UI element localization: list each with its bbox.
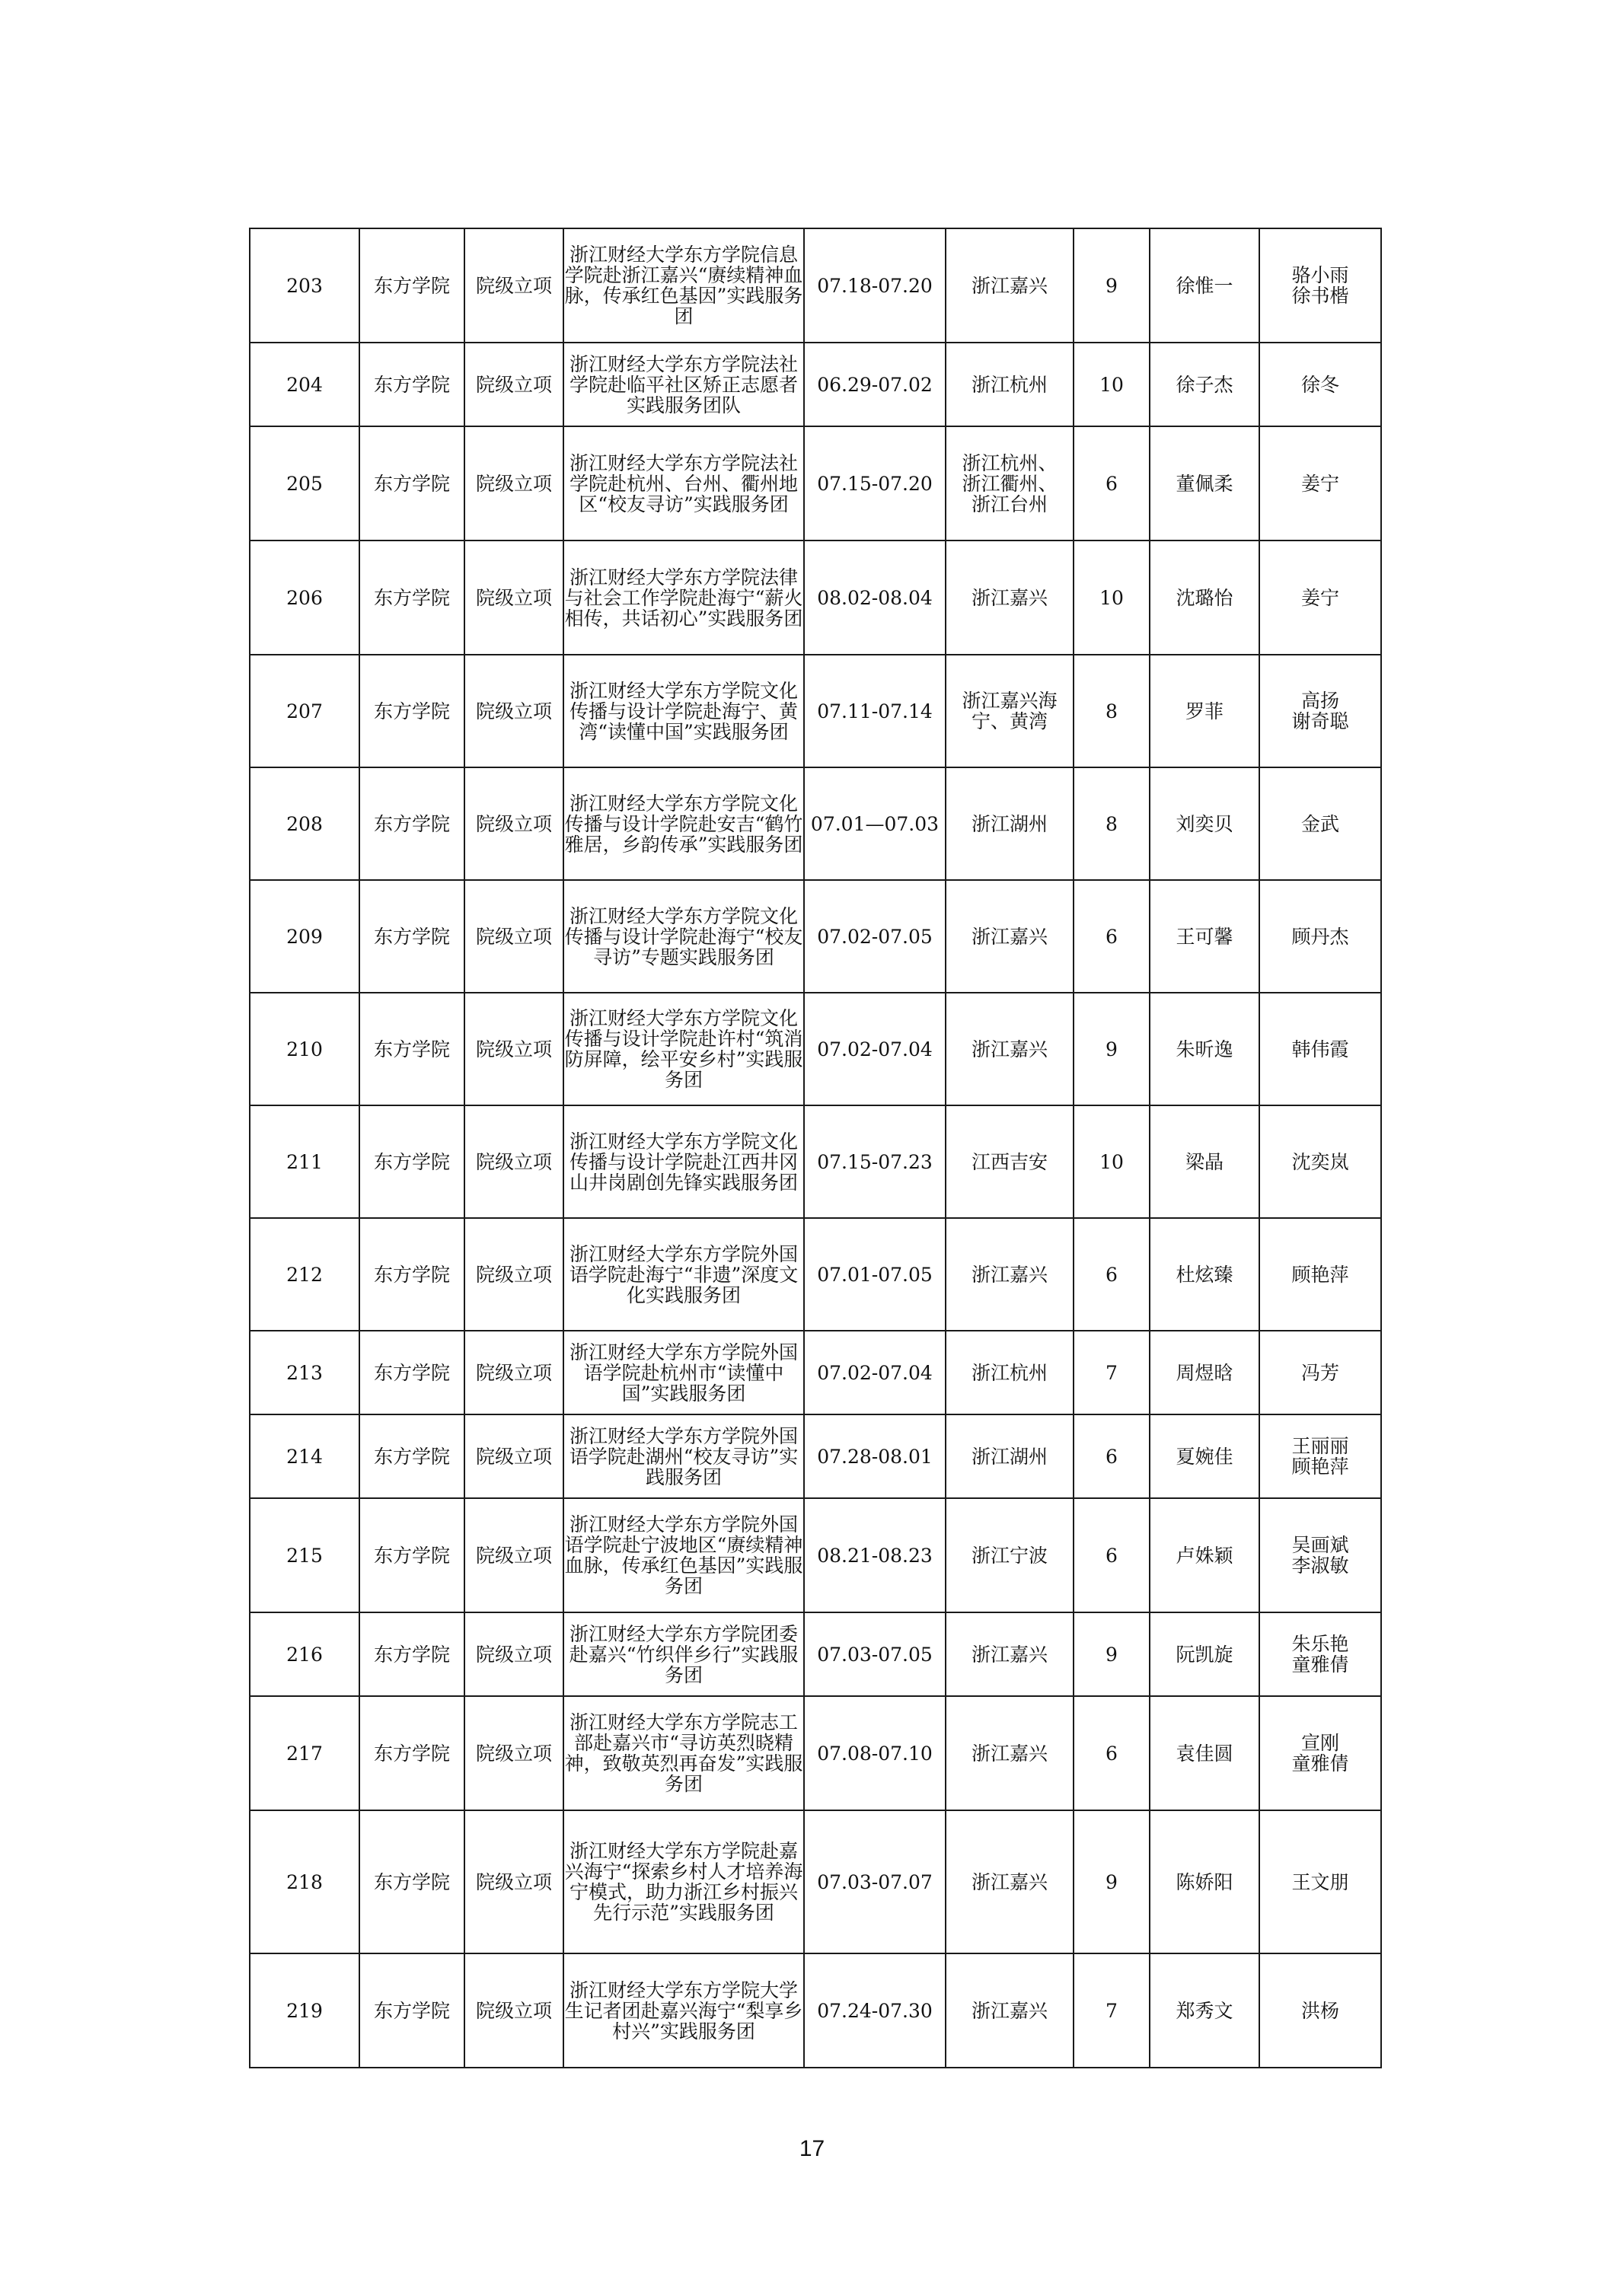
cell-level: 院级立项 [464, 655, 563, 767]
table-row [250, 1414, 1381, 1498]
cell-location: 浙江嘉兴 [946, 993, 1074, 1105]
cell-dates: 07.08-07.10 [804, 1696, 946, 1810]
cell-advisor: 徐冬 [1259, 343, 1381, 426]
cell-level: 院级立项 [464, 343, 563, 426]
cell-school: 东方学院 [359, 1218, 464, 1331]
cell-leader: 阮凯旋 [1150, 1612, 1259, 1696]
cell-member-count: 7 [1074, 1953, 1150, 2068]
cell-number: 219 [250, 1953, 359, 2068]
cell-member-count: 10 [1074, 343, 1150, 426]
cell-level: 院级立项 [464, 880, 563, 993]
cell-dates: 08.02-08.04 [804, 541, 946, 655]
cell-number: 207 [250, 655, 359, 767]
cell-dates: 07.01-07.05 [804, 1218, 946, 1331]
cell-location: 浙江杭州 [946, 343, 1074, 426]
cell-advisor: 王文朋 [1259, 1810, 1381, 1953]
cell-dates: 07.15-07.20 [804, 426, 946, 541]
cell-leader: 罗菲 [1150, 655, 1259, 767]
cell-member-count: 6 [1074, 1218, 1150, 1331]
table-row [250, 767, 1381, 880]
cell-member-count: 8 [1074, 655, 1150, 767]
cell-school: 东方学院 [359, 1105, 464, 1218]
cell-location: 浙江湖州 [946, 767, 1074, 880]
cell-school: 东方学院 [359, 343, 464, 426]
cell-number: 206 [250, 541, 359, 655]
cell-location: 浙江湖州 [946, 1414, 1074, 1498]
cell-leader: 卢姝颖 [1150, 1498, 1259, 1612]
cell-dates: 07.02-07.05 [804, 880, 946, 993]
cell-level: 院级立项 [464, 1414, 563, 1498]
cell-member-count: 6 [1074, 426, 1150, 541]
cell-leader: 陈娇阳 [1150, 1810, 1259, 1953]
cell-number: 205 [250, 426, 359, 541]
table-body [250, 228, 1381, 2068]
cell-dates: 07.28-08.01 [804, 1414, 946, 1498]
cell-leader: 沈璐怡 [1150, 541, 1259, 655]
cell-advisor: 金武 [1259, 767, 1381, 880]
table-row [250, 1331, 1381, 1414]
table-row [250, 1953, 1381, 2068]
cell-level: 院级立项 [464, 1218, 563, 1331]
cell-project-title: 浙江财经大学东方学院法律与社会工作学院赴海宁“薪火相传，共话初心”实践服务团 [563, 541, 804, 655]
cell-level: 院级立项 [464, 1331, 563, 1414]
cell-advisor: 姜宁 [1259, 541, 1381, 655]
table-row [250, 1498, 1381, 1612]
cell-advisor: 骆小雨 徐书楷 [1259, 228, 1381, 343]
cell-advisor: 宣刚 童雅倩 [1259, 1696, 1381, 1810]
cell-number: 217 [250, 1696, 359, 1810]
cell-level: 院级立项 [464, 1810, 563, 1953]
cell-leader: 王可馨 [1150, 880, 1259, 993]
cell-level: 院级立项 [464, 767, 563, 880]
cell-leader: 刘奕贝 [1150, 767, 1259, 880]
cell-project-title: 浙江财经大学东方学院法社学院赴杭州、台州、衢州地区“校友寻访”实践服务团 [563, 426, 804, 541]
cell-member-count: 9 [1074, 228, 1150, 343]
cell-school: 东方学院 [359, 993, 464, 1105]
cell-project-title: 浙江财经大学东方学院文化传播与设计学院赴海宁“校友寻访”专题实践服务团 [563, 880, 804, 993]
cell-number: 208 [250, 767, 359, 880]
cell-location: 浙江嘉兴海宁、黄湾 [946, 655, 1074, 767]
cell-project-title: 浙江财经大学东方学院信息学院赴浙江嘉兴“赓续精神血脉，传承红色基因”实践服务团 [563, 228, 804, 343]
cell-school: 东方学院 [359, 541, 464, 655]
cell-advisor: 高扬 谢奇聪 [1259, 655, 1381, 767]
cell-school: 东方学院 [359, 1612, 464, 1696]
cell-school: 东方学院 [359, 426, 464, 541]
cell-member-count: 10 [1074, 1105, 1150, 1218]
cell-dates: 06.29-07.02 [804, 343, 946, 426]
cell-leader: 徐子杰 [1150, 343, 1259, 426]
cell-project-title: 浙江财经大学东方学院外国语学院赴湖州“校友寻访”实践服务团 [563, 1414, 804, 1498]
table-row [250, 1810, 1381, 1953]
cell-school: 东方学院 [359, 1414, 464, 1498]
cell-project-title: 浙江财经大学东方学院外国语学院赴杭州市“读懂中国”实践服务团 [563, 1331, 804, 1414]
cell-member-count: 6 [1074, 1414, 1150, 1498]
cell-dates: 07.03-07.07 [804, 1810, 946, 1953]
table-row [250, 1105, 1381, 1218]
cell-leader: 梁晶 [1150, 1105, 1259, 1218]
table-row [250, 655, 1381, 767]
cell-project-title: 浙江财经大学东方学院外国语学院赴宁波地区“赓续精神血脉，传承红色基因”实践服务团 [563, 1498, 804, 1612]
table-row [250, 880, 1381, 993]
cell-location: 浙江杭州、 浙江衢州、 浙江台州 [946, 426, 1074, 541]
cell-dates: 07.02-07.04 [804, 993, 946, 1105]
cell-leader: 董佩柔 [1150, 426, 1259, 541]
cell-location: 浙江嘉兴 [946, 880, 1074, 993]
cell-number: 214 [250, 1414, 359, 1498]
cell-dates: 07.15-07.23 [804, 1105, 946, 1218]
cell-number: 215 [250, 1498, 359, 1612]
cell-level: 院级立项 [464, 1105, 563, 1218]
cell-level: 院级立项 [464, 1696, 563, 1810]
table-row [250, 1696, 1381, 1810]
cell-member-count: 10 [1074, 541, 1150, 655]
cell-project-title: 浙江财经大学东方学院志工部赴嘉兴市“寻访英烈晓精神，致敬英烈再奋发”实践服务团 [563, 1696, 804, 1810]
cell-school: 东方学院 [359, 1953, 464, 2068]
cell-location: 江西吉安 [946, 1105, 1074, 1218]
cell-project-title: 浙江财经大学东方学院文化传播与设计学院赴许村“筑消防屏障，绘平安乡村”实践服务团 [563, 993, 804, 1105]
cell-dates: 07.18-07.20 [804, 228, 946, 343]
cell-location: 浙江嘉兴 [946, 1696, 1074, 1810]
cell-dates: 07.24-07.30 [804, 1953, 946, 2068]
cell-location: 浙江嘉兴 [946, 1810, 1074, 1953]
cell-school: 东方学院 [359, 880, 464, 993]
cell-advisor: 朱乐艳 童雅倩 [1259, 1612, 1381, 1696]
cell-school: 东方学院 [359, 228, 464, 343]
cell-location: 浙江宁波 [946, 1498, 1074, 1612]
cell-advisor: 姜宁 [1259, 426, 1381, 541]
cell-leader: 夏婉佳 [1150, 1414, 1259, 1498]
cell-number: 211 [250, 1105, 359, 1218]
cell-advisor: 冯芳 [1259, 1331, 1381, 1414]
cell-leader: 袁佳圆 [1150, 1696, 1259, 1810]
page-number: 17 [799, 2136, 825, 2161]
cell-dates: 07.01—07.03 [804, 767, 946, 880]
cell-member-count: 6 [1074, 880, 1150, 993]
cell-project-title: 浙江财经大学东方学院文化传播与设计学院赴江西井冈山井岗剧创先锋实践服务团 [563, 1105, 804, 1218]
cell-level: 院级立项 [464, 993, 563, 1105]
cell-project-title: 浙江财经大学东方学院团委赴嘉兴“竹织伴乡行”实践服务团 [563, 1612, 804, 1696]
cell-member-count: 8 [1074, 767, 1150, 880]
cell-location: 浙江杭州 [946, 1331, 1074, 1414]
cell-advisor: 吴画斌 李淑敏 [1259, 1498, 1381, 1612]
cell-level: 院级立项 [464, 1612, 563, 1696]
cell-number: 218 [250, 1810, 359, 1953]
cell-advisor: 顾艳萍 [1259, 1218, 1381, 1331]
cell-project-title: 浙江财经大学东方学院文化传播与设计学院赴海宁、黄湾“读懂中国”实践服务团 [563, 655, 804, 767]
cell-advisor: 韩伟霞 [1259, 993, 1381, 1105]
cell-number: 209 [250, 880, 359, 993]
cell-member-count: 9 [1074, 993, 1150, 1105]
cell-dates: 07.02-07.04 [804, 1331, 946, 1414]
cell-number: 213 [250, 1331, 359, 1414]
cell-project-title: 浙江财经大学东方学院大学生记者团赴嘉兴海宁“梨享乡村兴”实践服务团 [563, 1953, 804, 2068]
cell-number: 210 [250, 993, 359, 1105]
cell-school: 东方学院 [359, 1810, 464, 1953]
cell-location: 浙江嘉兴 [946, 541, 1074, 655]
cell-member-count: 6 [1074, 1696, 1150, 1810]
cell-school: 东方学院 [359, 1498, 464, 1612]
project-table [249, 228, 1382, 2068]
cell-leader: 朱昕逸 [1150, 993, 1259, 1105]
cell-project-title: 浙江财经大学东方学院法社学院赴临平社区矫正志愿者实践服务团队 [563, 343, 804, 426]
cell-location: 浙江嘉兴 [946, 1218, 1074, 1331]
cell-project-title: 浙江财经大学东方学院赴嘉兴海宁“探索乡村人才培养海宁模式，助力浙江乡村振兴先行示范”实践服务团 [563, 1810, 804, 1953]
table-row [250, 228, 1381, 343]
table-row [250, 426, 1381, 541]
cell-member-count: 9 [1074, 1612, 1150, 1696]
cell-leader: 杜炫臻 [1150, 1218, 1259, 1331]
cell-dates: 07.11-07.14 [804, 655, 946, 767]
table-row [250, 541, 1381, 655]
cell-level: 院级立项 [464, 228, 563, 343]
cell-member-count: 9 [1074, 1810, 1150, 1953]
cell-location: 浙江嘉兴 [946, 1953, 1074, 2068]
cell-number: 216 [250, 1612, 359, 1696]
table-row [250, 993, 1381, 1105]
cell-level: 院级立项 [464, 541, 563, 655]
cell-member-count: 6 [1074, 1498, 1150, 1612]
cell-number: 203 [250, 228, 359, 343]
cell-school: 东方学院 [359, 767, 464, 880]
cell-advisor: 沈奕岚 [1259, 1105, 1381, 1218]
cell-level: 院级立项 [464, 1498, 563, 1612]
cell-project-title: 浙江财经大学东方学院外国语学院赴海宁“非遗”深度文化实践服务团 [563, 1218, 804, 1331]
cell-advisor: 洪杨 [1259, 1953, 1381, 2068]
cell-leader: 徐惟一 [1150, 228, 1259, 343]
cell-dates: 08.21-08.23 [804, 1498, 946, 1612]
cell-advisor: 王丽丽 顾艳萍 [1259, 1414, 1381, 1498]
cell-location: 浙江嘉兴 [946, 1612, 1074, 1696]
cell-school: 东方学院 [359, 655, 464, 767]
table-row [250, 1218, 1381, 1331]
cell-leader: 周煜晗 [1150, 1331, 1259, 1414]
cell-dates: 07.03-07.05 [804, 1612, 946, 1696]
cell-level: 院级立项 [464, 1953, 563, 2068]
cell-member-count: 7 [1074, 1331, 1150, 1414]
cell-school: 东方学院 [359, 1696, 464, 1810]
table-row [250, 343, 1381, 426]
cell-number: 204 [250, 343, 359, 426]
table-row [250, 1612, 1381, 1696]
cell-advisor: 顾丹杰 [1259, 880, 1381, 993]
cell-level: 院级立项 [464, 426, 563, 541]
cell-number: 212 [250, 1218, 359, 1331]
cell-project-title: 浙江财经大学东方学院文化传播与设计学院赴安吉“鹤竹雅居，乡韵传承”实践服务团 [563, 767, 804, 880]
cell-location: 浙江嘉兴 [946, 228, 1074, 343]
cell-school: 东方学院 [359, 1331, 464, 1414]
cell-leader: 郑秀文 [1150, 1953, 1259, 2068]
